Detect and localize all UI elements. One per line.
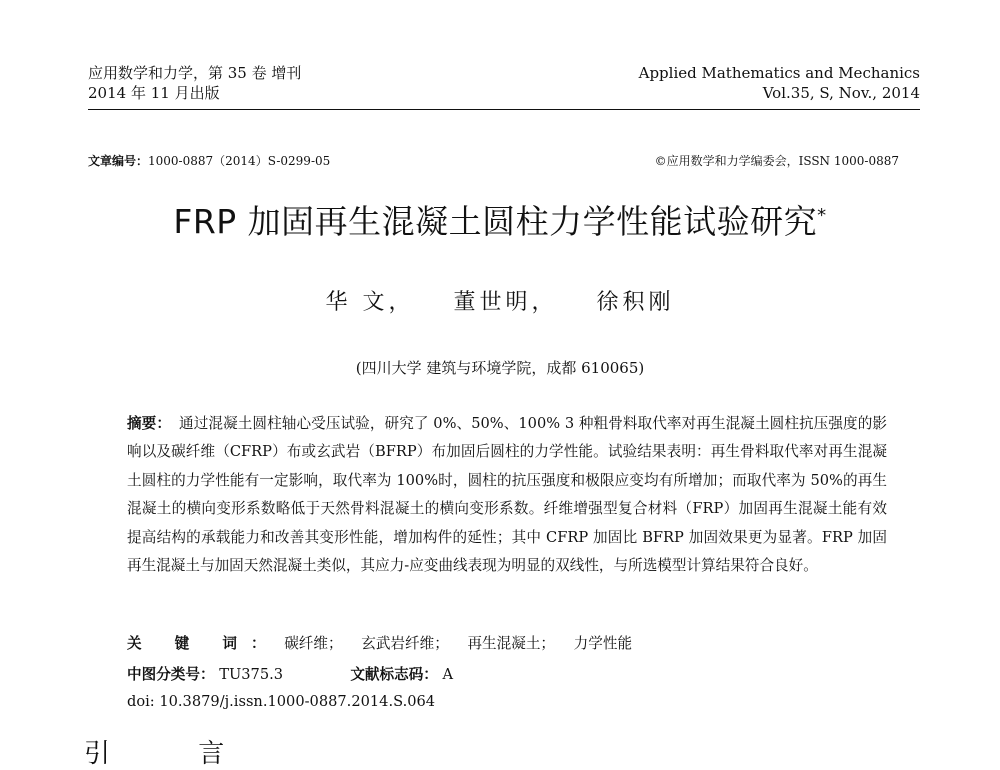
section-heading: 引 言 <box>84 739 265 769</box>
clc-label: 中图分类号： <box>127 666 215 683</box>
affiliation: (四川大学 建筑与环境学院，成都 610065) <box>355 359 645 377</box>
doi: doi: 10.3879/j.issn.1000-0887.2014.S.064 <box>127 693 436 710</box>
clc-value: TU375.3 <box>219 666 284 683</box>
journal-header-left <box>88 63 301 103</box>
author: 徐积刚 <box>596 290 675 315</box>
author: 华 文， <box>325 290 415 315</box>
copyright-notice: ©应用数学和力学编委会，ISSN 1000-0887 <box>654 154 899 168</box>
classification <box>127 663 453 684</box>
paper-title-text: FRP 加固再生混凝土圆柱力学性能试验研究 <box>173 202 818 241</box>
header-divider <box>88 109 920 110</box>
article-number-label: 文章编号： <box>88 154 149 168</box>
author-list <box>0 285 1000 316</box>
publish-date-cn: 2014 年 11 月出版 <box>88 84 220 102</box>
keyword: 力学性能 <box>573 635 633 652</box>
title-footnote-mark: * <box>817 205 827 226</box>
keyword: 玄武岩纤维； <box>361 635 449 652</box>
keyword: 再生混凝土； <box>467 635 556 652</box>
paper-title <box>0 196 1000 243</box>
author: 董世明， <box>453 290 558 315</box>
journal-header-right <box>639 63 920 103</box>
abstract <box>127 410 887 580</box>
abstract-label: 摘要： <box>127 415 172 432</box>
article-number-value: 1000-0887（2014）S-0299-05 <box>148 154 331 168</box>
abstract-text: 通过混凝土圆柱轴心受压试验，研究了 0%、50%、100% 3 种粗骨料取代率对再生混凝土圆柱抗压强度的影响以及碳纤维（CFRP）布或玄武岩（BFRP）布加固后圆柱的力学性能。试验结果表明：再生骨料取代率对再生混凝土圆柱的力学性能有一定影响，取代率为 100%时，圆柱的抗压强度和极限应变均有所增加；而取代率为 50%的再生混凝土的横向变形系数略低于天然骨料混凝土的横向变形系数。纤维增强型复合材料（FRP）加固再生混凝土能有效提高结构的承载能力和改善其变形性能，增加构件的延性；其中 CFRP 加固比 BFRP 加固效果更为显著。FRP 加固再生混凝土与加固天然混凝土类似，其应力-应变曲线表现为明显的双线性，与所选模型计算结果符合良好。 <box>127 415 887 575</box>
keyword: 碳纤维； <box>284 635 343 652</box>
doc-code-label: 文献标志码： <box>350 666 438 683</box>
keywords-label: 关 键 词： <box>127 635 280 652</box>
article-number <box>88 152 330 169</box>
doc-code-value: A <box>442 666 454 683</box>
journal-name-cn: 应用数学和力学，第 35 卷 增刊 <box>88 64 302 82</box>
keywords <box>127 632 646 653</box>
journal-name-en: Applied Mathematics and Mechanics <box>638 64 920 82</box>
volume-info: Vol.35, S, Nov., 2014 <box>762 84 920 102</box>
